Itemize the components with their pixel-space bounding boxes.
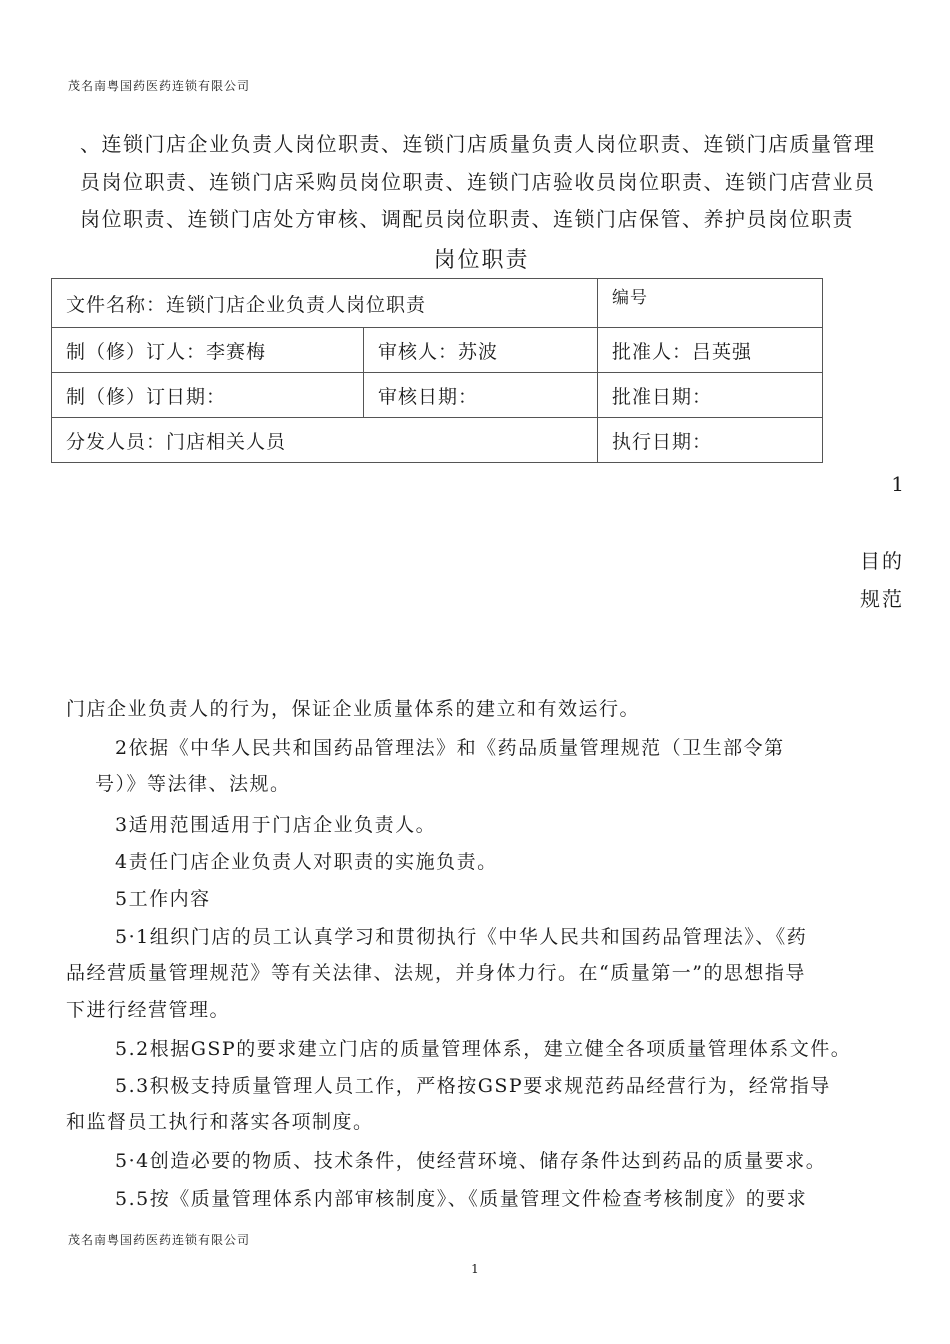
drafter-cell: 制（修）订人：李赛梅 [52,328,364,373]
approver-cell: 批准人：吕英强 [598,328,823,373]
page-number: 1 [471,1262,479,1276]
body-line: 品经营质量管理规范》等有关法律、法规，并身体力行。在“质量第一”的思想指导 [66,962,806,984]
title-line-3: 岗位职责、连锁门店处方审核、调配员岗位职责、连锁门店保管、养护员岗位职责 [80,207,854,231]
table-row [52,279,823,328]
body-line: 号）》等法律、法规。 [95,773,291,795]
section-title: 目的 [860,549,904,573]
effective-date-cell: 执行日期： [598,418,823,463]
draft-date-cell: 制（修）订日期： [52,373,364,418]
body-line: 和监督员工执行和落实各项制度。 [66,1111,374,1133]
body-line: 门店企业负责人的行为，保证企业质量体系的建立和有效运行。 [66,698,641,720]
body-line: 5.2根据GSP的要求建立门店的质量管理体系，建立健全各项质量管理体系文件。 [115,1038,852,1060]
body-line: 5.3积极支持质量管理人员工作，严格按GSP要求规范药品经营行为，经常指导 [115,1075,831,1097]
table-row [52,328,823,373]
table-row [52,373,823,418]
document-info-table [51,278,823,463]
title-line-2: 员岗位职责、连锁门店采购员岗位职责、连锁门店验收员岗位职责、连锁门店营业员 [80,170,876,194]
body-line: 2依据《中华人民共和国药品管理法》和《药品质量管理规范（卫生部令第 [115,737,785,759]
document-title: 岗位职责 [433,248,530,273]
body-line: 5·4创造必要的物质、技术条件，使经营环境、储存条件达到药品的质量要求。 [115,1150,827,1172]
table-row [52,418,823,463]
reviewer-cell: 审核人：苏波 [364,328,598,373]
section-lead-word: 规范 [860,587,904,611]
file-name-cell: 文件名称：连锁门店企业负责人岗位职责 [52,279,598,328]
approve-date-cell: 批准日期： [598,373,823,418]
footer-company-name: 茂名南粤国药医药连锁有限公司 [68,1233,251,1247]
distribution-cell: 分发人员：门店相关人员 [52,418,598,463]
body-line: 下进行经营管理。 [66,999,231,1021]
body-line: 4责任门店企业负责人对职责的实施负责。 [115,851,498,873]
body-line: 5.5按《质量管理体系内部审核制度》、《质量管理文件检查考核制度》的要求 [115,1188,808,1210]
number-cell: 编号 [598,279,823,328]
body-line: 3适用范围适用于门店企业负责人。 [115,814,437,836]
body-line: 5·1组织门店的员工认真学习和贯彻执行《中华人民共和国药品管理法》、《药 [115,926,808,948]
section-number: 1 [891,472,904,496]
header-company-name: 茂名南粤国药医药连锁有限公司 [68,79,251,93]
review-date-cell: 审核日期： [364,373,598,418]
title-line-1: 、连锁门店企业负责人岗位职责、连锁门店质量负责人岗位职责、连锁门店质量管理 [80,132,876,156]
body-line: 5工作内容 [115,888,211,910]
